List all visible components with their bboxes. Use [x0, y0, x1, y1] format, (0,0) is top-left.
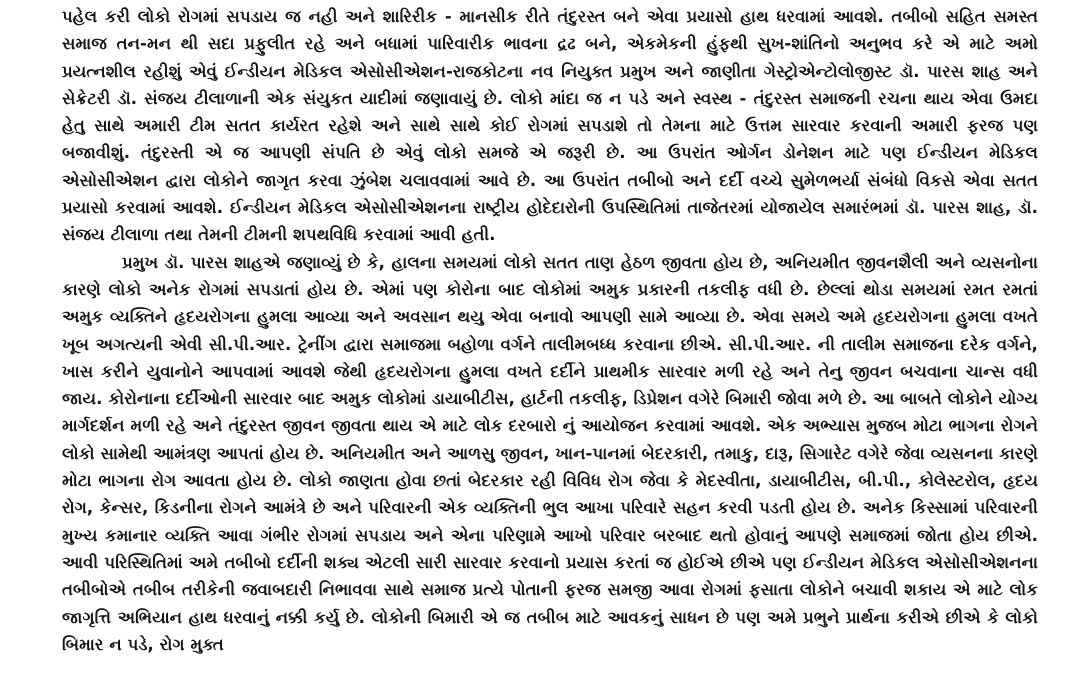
- article-paragraph-2: પ્રમુખ ડૉ. પારસ શાહએ જણાવ્યું છે કે, હાલના સમયમાં લોકો સતત તાણ હેઠળ જીવતા હોય છે, અનિયમીત જીવનશૈલી અને વ્યસનોના કારણે લોકો અનેક રોગમાં સપડાતાં હોય છે. એમાં પણ કોરોના બાદ લોકોમાં અમુક પ્રકારની તકલીફ વધી છે. છેલ્લાં થોડા સમયમાં રમત રમતાં અમુક વ્યક્તિને હૃદયરોગના હુમલા આવ્યા અને અવસાન થયુ એવા બનાવો આપણી સામે આવ્યા છે. એવા સમયે અમે હૃદયરોગના હુમલા વખતે ખૂબ અગત્યની એવી સી.પી.આર. ટ્રેનીંગ દ્વારા સમાજમા બહોળા વર્ગને તાલીમબધ્ધ કરવાના છીએ. સી.પી.આર. ની તાલીમ સમાજના દરેક વર્ગને, ખાસ કરીને યુવાનોને આપવામાં આવશે જેથી હૃદયરોગના હુમલા વખતે દર્દીને પ્રાથમીક સારવાર મળી રહે અને તેનુ જીવન બચવાના ચાન્સ વધી જાય. કોરોનાના દર્દીઓની સારવાર બાદ અમુક લોકોમાં ડાયાબીટીસ, હાર્ટની તકલીફ, ડિપ્રેશન વગેરે બિમારી જોવા મળે છે. આ બાબતે લોકોને યોગ્ય માર્ગદર્શન મળી રહે અને તંદુરસ્ત જીવન જીવતા થાય એ માટે લોક દરબારો નું આયોજન કરવામાં આવશે. એક અભ્યાસ મુજબ મોટા ભાગના રોગને લોકો સામેથી આમંત્રણ આપતાં હોય છે. અનિયમીત અને આળસુ જીવન, ખાન-પાનમાં બેદરકારી, તમાકુ, દારૂ, સિગારેટ વગેરે જેવા વ્યસનના કારણે મોટા ભાગના રોગ આવતા હોય છે. લોકો જાણતા હોવા છતાં બેદરકાર રહી વિવિધ રોગ જેવા કે મેદસ્વીતા, ડાયાબીટીસ, બી.પી., કોલેસ્ટરોલ, હૃદય રોગ, કેન્સર, કિડનીના રોગને આમંત્રે છે અને પરિવારની એક વ્યક્તિની ભુલ આખા પરિવારે સહન કરવી પડતી હોય છે. અનેક કિસ્સામાં પરિવારની મુખ્ય કમાનાર વ્યક્તિ આવા ગંભીર રોગમાં સપડાય અને એના પરિણામે આખો પરિવાર બરબાદ થતો હોવાનું આપણે સમાજમાં જોતા હોય છીએ. આવી પરિસ્થિતિમાં અમે તબીબો દર્દીની શક્ય એટલી સારી સારવાર કરવાનો પ્રયાસ કરતાં જ હોઈએ છીએ પણ ઈન્ડીયન મેડિકલ એસોસીએશનના તબીબોએ તબીબ તરીકેની જવાબદારી નિભાવવા સાથે સમાજ પ્રત્યે પોતાની ફરજ સમજી આવા રોગમાં ફસાતા લોકોને બચાવી શકાય એ માટે લોક જાગૃત્તિ અભિયાન હાથ ધરવાનું નક્કી કર્યુ છે. લોકોની બિમારી એ જ તબીબ માટે આવકનું સાધન છે પણ અમે પ્રભુને પ્રાર્થના કરીએ છીએ કે લોકો બિમાર ન પડે, રોગ મુક્ત: [62, 252, 1038, 654]
- article-paragraph-1: પહેલ કરી લોકો રોગમાં સપડાય જ નહી અને શારિરીક - માનસીક રીતે તંદુરસ્ત બને એવા પ્રયાસો હાથ ધરવામાં આવશે. તબીબો સહિત સમસ્ત સમાજ તન-મન થી સદા પ્રફુલીત રહે અને બધામાં પારિવારીક ભાવના દ્રઢ બને, એકમેકની હુંફથી સુખ-શાંતિનો અનુભવ કરે એ માટે અમો પ્રયત્નશીલ રહીશું એવું ઈન્ડીયન મેડિકલ એસોસીએશન-રાજકોટના નવ નિયુક્ત પ્રમુખ અને જાણીતા ગેસ્ટ્રોએન્ટોલોજીસ્ટ ડૉ. પારસ શાહ અને સેક્રેટરી ડૉ. સંજય ટીલાળાની એક સંયુકત યાદીમાં જણાવાયું છે. લોકો માંદા જ ન પડે અને સ્વસ્થ - તંદુરસ્ત સમાજની રચના થાય એવા ઉમદા હેતુ સાથે અમારી ટીમ સતત કાર્યરત રહેશે અને સાથે સાથે કોઈ રોગમાં સપડાશે તો તેમના માટે ઉત્તમ સારવાર કરવાની અમારી ફરજ પણ બજાવીશું. તંદુરસ્તી એ જ આપણી સંપતિ છે એવું લોકો સમજે એ જરૂરી છે. આ ઉપરાંત ઓર્ગન ડોનેશન માટે પણ ઈન્ડીયન મેડિકલ એસોસીએશન દ્વારા લોકોને જાગૃત કરવા ઝુંબેશ ચલાવવામાં આવે છે. આ ઉપરાંત તબીબો અને દર્દી વચ્ચે સુમેળભર્યા સંબંધો વિકસે એવા સતત પ્રયાસો કરવામાં આવશે. ઈન્ડીયન મેડિકલ એસોસીએશનના રાષ્ટ્રીય હોદેદારોની ઉપસ્થિતિમાં તાજેતરમાં યોજાયેલ સમારંભમાં ડૉ. પારસ શાહ, ડૉ. સંજય ટીલાળા તથા તેમની ટીમની શપથવિધિ કરવામાં આવી હતી.: [62, 7, 1038, 245]
- article-body: [62, 3, 1038, 658]
